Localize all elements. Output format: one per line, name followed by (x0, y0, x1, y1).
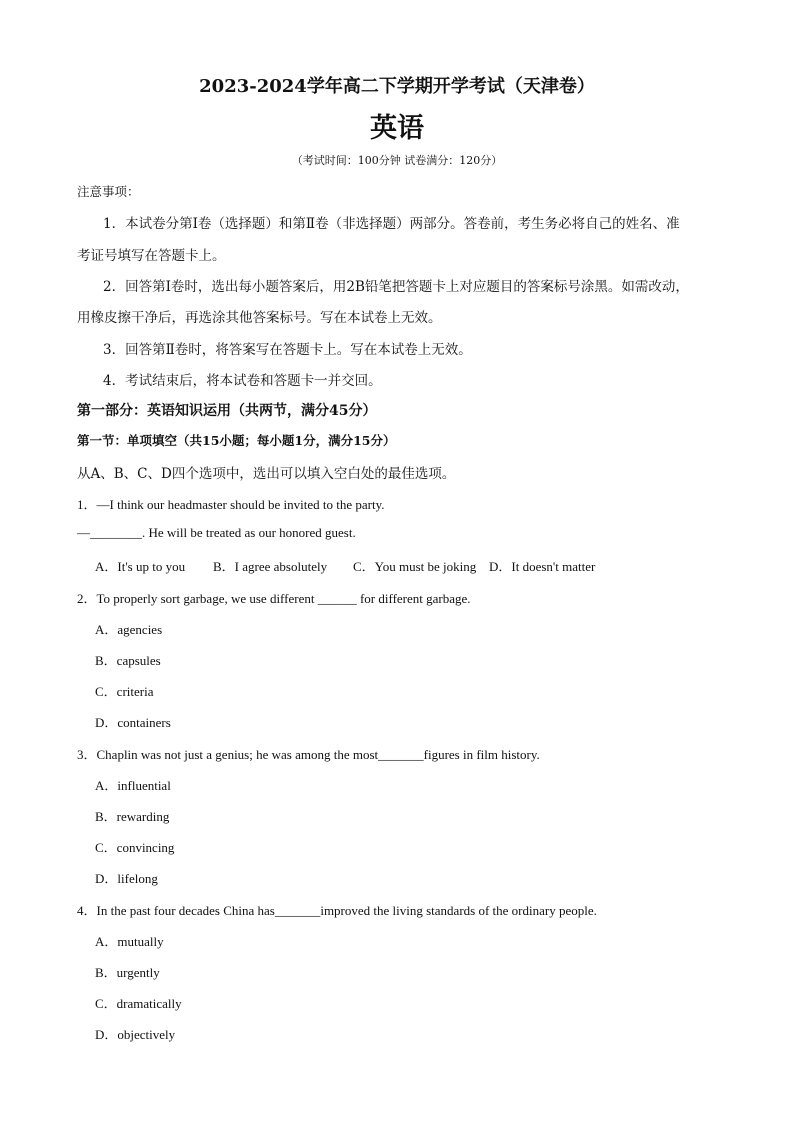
notice-item-1-line-1: 1．本试卷分第Ⅰ卷（选择题）和第Ⅱ卷（非选择题）两部分。答卷前，考生务必将自己的姓名、准 (103, 216, 680, 232)
notice-item-2-line-2: 用橡皮擦干净后，再选涂其他答案标号。写在本试卷上无效。 (77, 310, 442, 326)
notice-item-1-line-2: 考证号填写在答题卡上。 (77, 248, 226, 264)
question-3-stem: 3．Chaplin was not just a genius; he was among the most_______figures in film history. (77, 747, 540, 762)
notice-item-4: 4．考试结束后，将本试卷和答题卡一并交回。 (103, 373, 382, 389)
question-4-option-c: C．dramatically (95, 996, 182, 1011)
question-1-stem: 1．—I think our headmaster should be invited to the party. (77, 497, 385, 512)
question-2-option-b: B．capsules (95, 653, 161, 668)
exam-time-and-score: （考试时间：100分钟 试卷满分：120分） (291, 154, 503, 167)
question-3-option-b: B．rewarding (95, 809, 170, 824)
question-2-option-a: A．agencies (95, 622, 163, 637)
part-1-heading: 第一部分：英语知识运用（共两节，满分45分） (77, 403, 377, 419)
question-2-option-d: D．containers (95, 715, 171, 730)
question-1-response: —________. He will be treated as our honored guest. (77, 525, 356, 540)
question-4-option-b: B．urgently (95, 965, 160, 980)
question-1-option-c: C．You must be joking (353, 559, 477, 574)
notice-item-2-line-1: 2．回答第Ⅰ卷时，选出每小题答案后，用2B铅笔把答题卡上对应题目的答案标号涂黑。如需改动， (103, 279, 689, 295)
question-1-option-a: A．It's up to you (95, 559, 186, 574)
question-3-option-a: A．influential (95, 778, 171, 793)
question-3-option-c: C．convincing (95, 840, 175, 855)
notice-item-3: 3．回答第Ⅱ卷时，将答案写在答题卡上。写在本试卷上无效。 (103, 342, 472, 358)
exam-title: 2023-2024学年高二下学期开学考试（天津卷） (199, 76, 595, 97)
question-2-option-c: C．criteria (95, 684, 154, 699)
question-4-option-d: D．objectively (95, 1027, 176, 1042)
section-1-heading: 第一节：单项填空（共15小题；每小题1分，满分15分） (77, 433, 396, 448)
section-instruction: 从A、B、C、D四个选项中，选出可以填入空白处的最佳选项。 (77, 466, 456, 482)
subject-title: 英语 (370, 113, 424, 144)
question-4-stem: 4．In the past four decades China has_______improved the living standards of the ordinary people. (77, 903, 597, 918)
question-4-option-a: A．mutually (95, 934, 164, 949)
question-3-option-d: D．lifelong (95, 871, 158, 886)
question-2-stem: 2．To properly sort garbage, we use different ______ for different garbage. (77, 591, 471, 606)
question-1-option-d: D．It doesn't matter (489, 559, 596, 574)
question-1-option-b: B．I agree absolutely (213, 559, 328, 574)
notice-heading: 注意事项： (77, 184, 140, 199)
